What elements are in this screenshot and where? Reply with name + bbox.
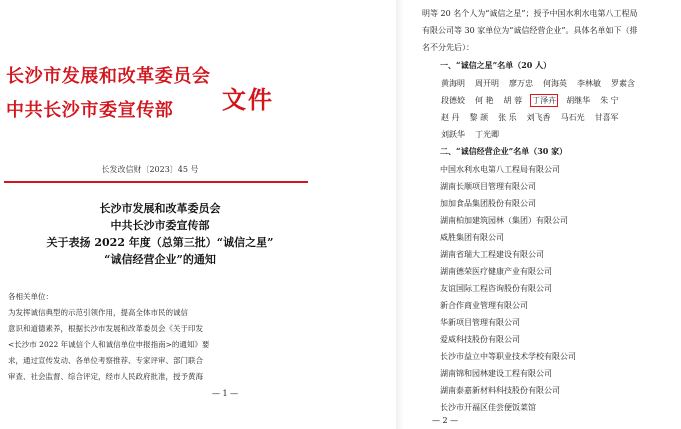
company-item: 湖南德荣医疗健康产业有限公司 bbox=[440, 267, 552, 276]
person-name: 李林敏 bbox=[577, 79, 601, 88]
person-name: 刘跃华 bbox=[441, 130, 465, 139]
body-line: 审查、社会监督、综合评定，经市人民政府批准，授予黄海 bbox=[8, 372, 203, 381]
document-number: 长发改信财〔2023〕45 号 bbox=[101, 165, 199, 174]
company-item: 友谊国际工程咨询股份有限公司 bbox=[440, 284, 552, 293]
page-number: — 2 — bbox=[432, 416, 459, 425]
continuation-line: 名不分先后）： bbox=[422, 43, 474, 52]
person-name: 张 乐 bbox=[498, 113, 517, 122]
title-line: 关于表扬 2022 年度（总第三批）“诚信之星” bbox=[46, 236, 274, 249]
company-item: 中国水利水电第八工程局有限公司 bbox=[440, 165, 560, 174]
name-row bbox=[440, 129, 500, 140]
continuation-line: 明等 20 名个人为“诚信之星”；授予中国水利水电第八工程局 bbox=[422, 9, 638, 18]
person-name: 周开明 bbox=[475, 79, 499, 88]
continuation-line: 有限公司等 30 家单位为“诚信经营企业”。具体名单如下（排 bbox=[422, 26, 638, 35]
company-item: 湖南锦和园林建设工程有限公司 bbox=[440, 369, 552, 378]
body-line: 为发挥诚信典型的示范引领作用，提高全体市民的诚信 bbox=[8, 308, 188, 317]
company-item: 长沙市开福区佳尝便饭菜馆 bbox=[440, 403, 536, 412]
name-row bbox=[440, 78, 636, 89]
body-line: 意识和道德素养，根据长沙市发展和改革委员会《关于印发 bbox=[8, 324, 203, 333]
company-item: 湖南长顺项目管理有限公司 bbox=[440, 182, 536, 191]
section-heading-stars: 一、“诚信之星”名单（20 人） bbox=[440, 60, 552, 70]
person-name: 何 艳 bbox=[475, 96, 494, 105]
company-item: 长沙市益立中等职业技术学校有限公司 bbox=[440, 352, 576, 361]
name-row bbox=[440, 112, 620, 123]
salutation: 各相关单位： bbox=[8, 292, 53, 301]
company-item: 威胜集团有限公司 bbox=[440, 233, 504, 242]
issuer-name-2: 中共长沙市委宣传部 bbox=[6, 100, 174, 121]
page-gutter bbox=[396, 0, 404, 429]
highlighted-person-name: 丁泽卉 bbox=[532, 96, 557, 105]
company-item: 湖南柏加建筑园林（集团）有限公司 bbox=[440, 216, 568, 225]
person-name: 朱 宁 bbox=[600, 96, 619, 105]
company-item: 湖南泰嘉新材料科技股份有限公司 bbox=[440, 386, 560, 395]
person-name: 廖万忠 bbox=[509, 79, 533, 88]
body-line: 求，通过宣传发动、各单位考察推荐、专家评审、部门联合 bbox=[8, 356, 203, 365]
person-name: 刘飞香 bbox=[526, 113, 551, 122]
person-name: 何海英 bbox=[543, 79, 567, 88]
person-name: 罗素含 bbox=[611, 79, 635, 88]
person-name: 黎 颉 bbox=[469, 113, 489, 122]
person-name: 胡继华 bbox=[566, 96, 591, 105]
name-row bbox=[440, 95, 620, 106]
company-item: 湖南省瑞大工程建设有限公司 bbox=[440, 250, 544, 259]
person-name: 胡 蓉 bbox=[503, 96, 523, 105]
company-item: 华新项目管理有限公司 bbox=[440, 318, 520, 327]
person-name: 马石光 bbox=[560, 113, 585, 122]
page-number: — 1 — bbox=[212, 389, 239, 398]
section-heading-enterprises: 二、“诚信经营企业”名单（30 家） bbox=[440, 146, 568, 156]
company-item: 加加食品集团股份有限公司 bbox=[440, 199, 536, 208]
title-line: “诚信经营企业”的通知 bbox=[104, 253, 216, 266]
company-item: 爱威科技股份有限公司 bbox=[440, 335, 520, 344]
document-word: 文件 bbox=[222, 85, 274, 114]
person-name: 赵 丹 bbox=[441, 113, 460, 122]
person-name: 甘喜军 bbox=[594, 113, 619, 122]
red-divider bbox=[4, 181, 308, 183]
person-name: 黄海明 bbox=[441, 79, 465, 88]
company-item: 新合作商业管理有限公司 bbox=[440, 301, 528, 310]
body-line: <长沙市 2022 年诚信个人和诚信单位申报指南>的通知》要 bbox=[8, 340, 210, 349]
person-name: 丁光卿 bbox=[475, 130, 499, 139]
right-page bbox=[404, 0, 681, 429]
title-line: 中共长沙市委宣传部 bbox=[110, 219, 210, 232]
issuer-name-1: 长沙市发展和改革委员会 bbox=[6, 66, 211, 87]
title-line: 长沙市发展和改革委员会 bbox=[99, 202, 221, 215]
person-name: 段德姣 bbox=[441, 96, 465, 105]
